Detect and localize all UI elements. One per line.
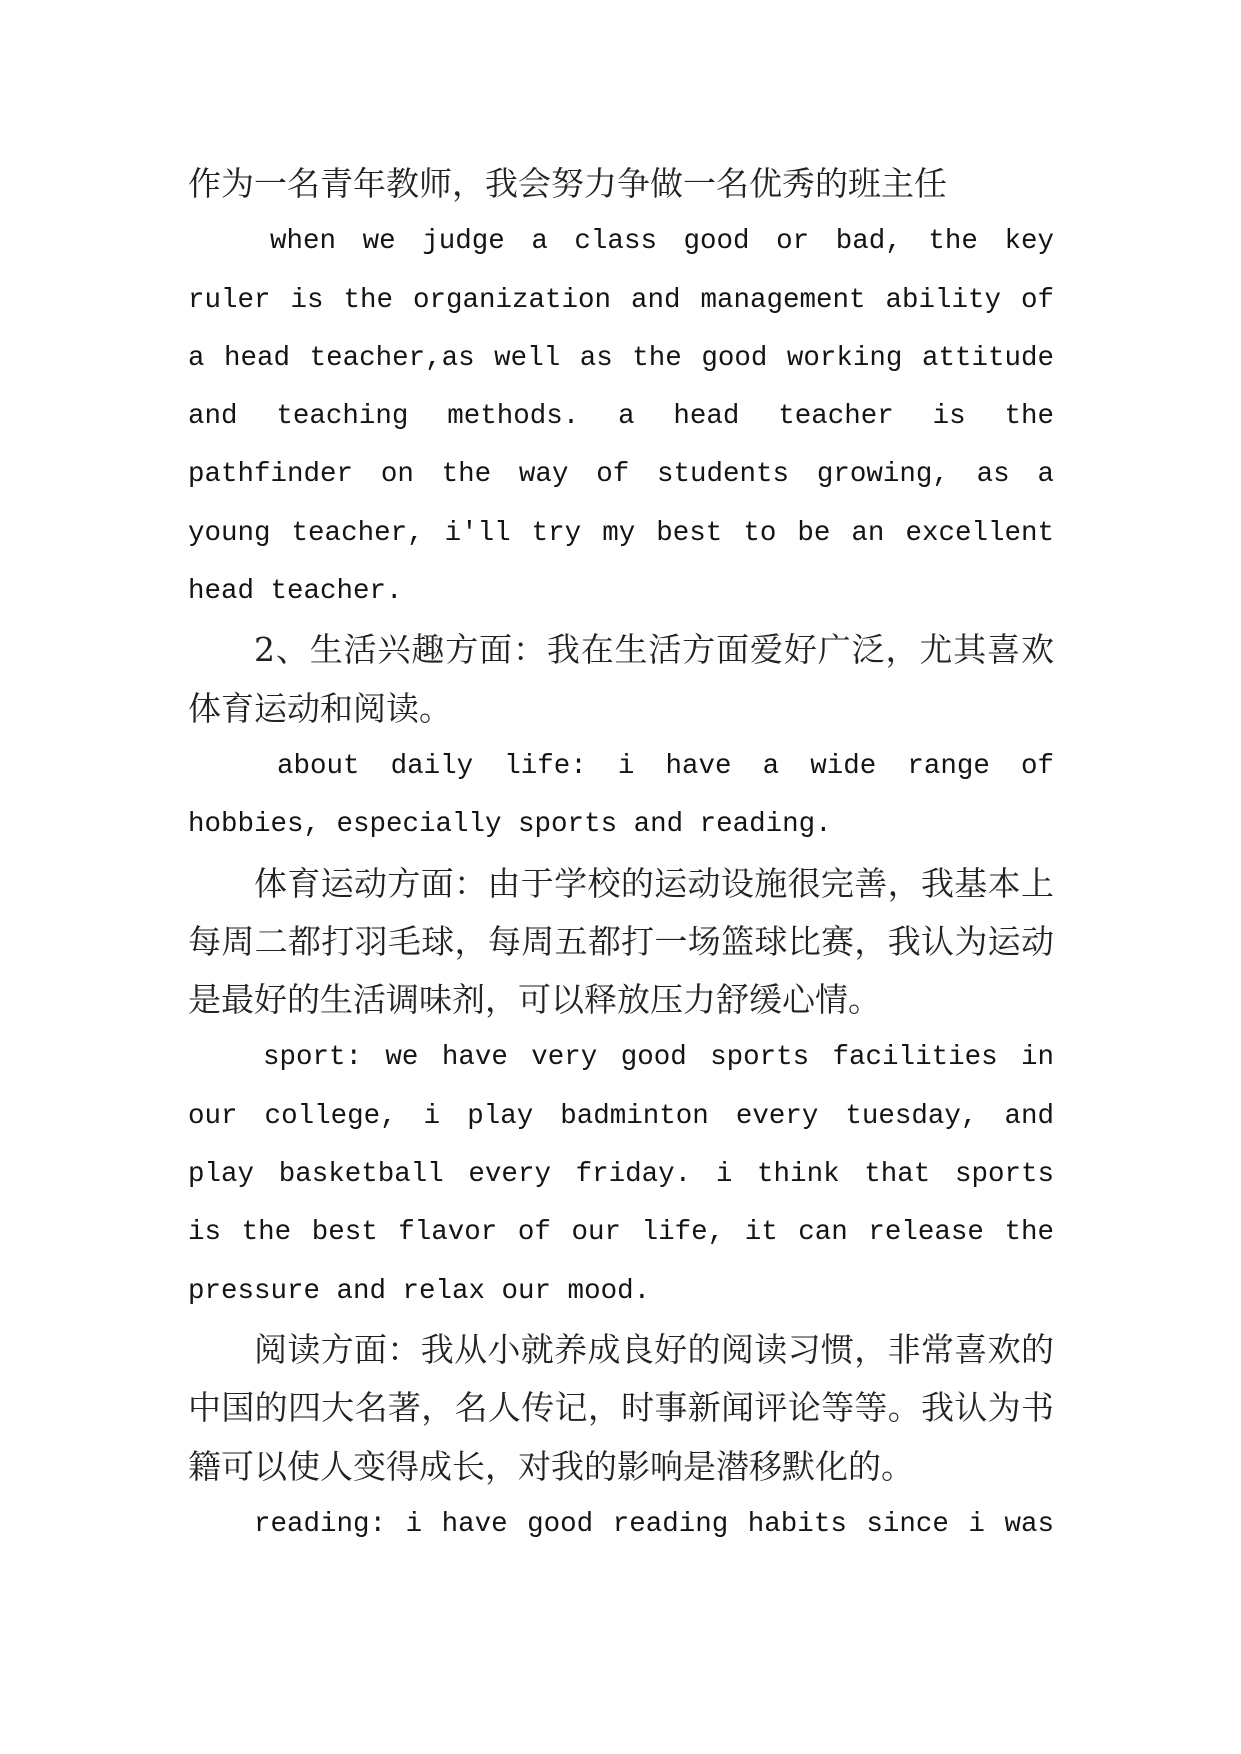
text-line: a head teacher,as well as the good working attitude: [188, 342, 1054, 374]
paragraph-teacher-goal-en: [188, 213, 1054, 621]
text-line: young teacher, i'll try my best to be an excellent: [188, 517, 1054, 549]
text-line: ruler is the organization and management ability of: [188, 284, 1054, 316]
text-line: 作为一名青年教师，我会努力争做一名优秀的班主任: [188, 164, 947, 203]
document-body: [188, 155, 1054, 1554]
text-line: 是最好的生活调味剂，可以释放压力舒缓心情。: [188, 980, 881, 1020]
text-line: 中国的四大名著，名人传记，时事新闻评论等等。我认为书: [188, 1388, 1054, 1428]
text-line: and teaching methods. a head teacher is the: [188, 401, 1054, 433]
text-line: pathfinder on the way of students growing, as a: [188, 459, 1054, 491]
text-line: play basketball every friday. i think that sports: [188, 1159, 1054, 1191]
paragraph-reading-zh: [188, 1321, 1054, 1496]
text-line: 2、生活兴趣方面：我在生活方面爱好广泛，尤其喜欢: [254, 630, 1054, 670]
paragraph-sports-en: [188, 1029, 1054, 1320]
text-line: 阅读方面：我从小就养成良好的阅读习惯，非常喜欢的: [254, 1329, 1054, 1369]
text-line: 体育运动和阅读。: [188, 688, 452, 728]
text-line: about daily life: i have a wide range of: [277, 750, 1054, 782]
text-line: when we judge a class good or bad, the key: [270, 226, 1054, 258]
paragraph-reading-en: [188, 1496, 1054, 1554]
text-line: 每周二都打羽毛球，每周五都打一场篮球比赛，我认为运动: [188, 921, 1054, 961]
paragraph-life-interests-zh: [188, 621, 1054, 738]
paragraph-teacher-goal-zh: [188, 155, 1054, 213]
text-line: sport: we have very good sports facilities in: [263, 1042, 1054, 1074]
text-line: 体育运动方面：由于学校的运动设施很完善，我基本上: [254, 863, 1054, 903]
text-line: pressure and relax our mood.: [188, 1275, 651, 1307]
text-line: reading: i have good reading habits since i was: [254, 1508, 1054, 1540]
paragraph-life-interests-en: [188, 738, 1054, 855]
text-line: our college, i play badminton every tuesday, and: [188, 1100, 1054, 1132]
text-line: 籍可以使人变得成长，对我的影响是潜移默化的。: [188, 1446, 914, 1486]
paragraph-sports-zh: [188, 855, 1054, 1030]
text-line: hobbies, especially sports and reading.: [188, 809, 832, 841]
text-line: is the best flavor of our life, it can release the: [188, 1217, 1054, 1249]
text-line: head teacher.: [188, 576, 403, 608]
